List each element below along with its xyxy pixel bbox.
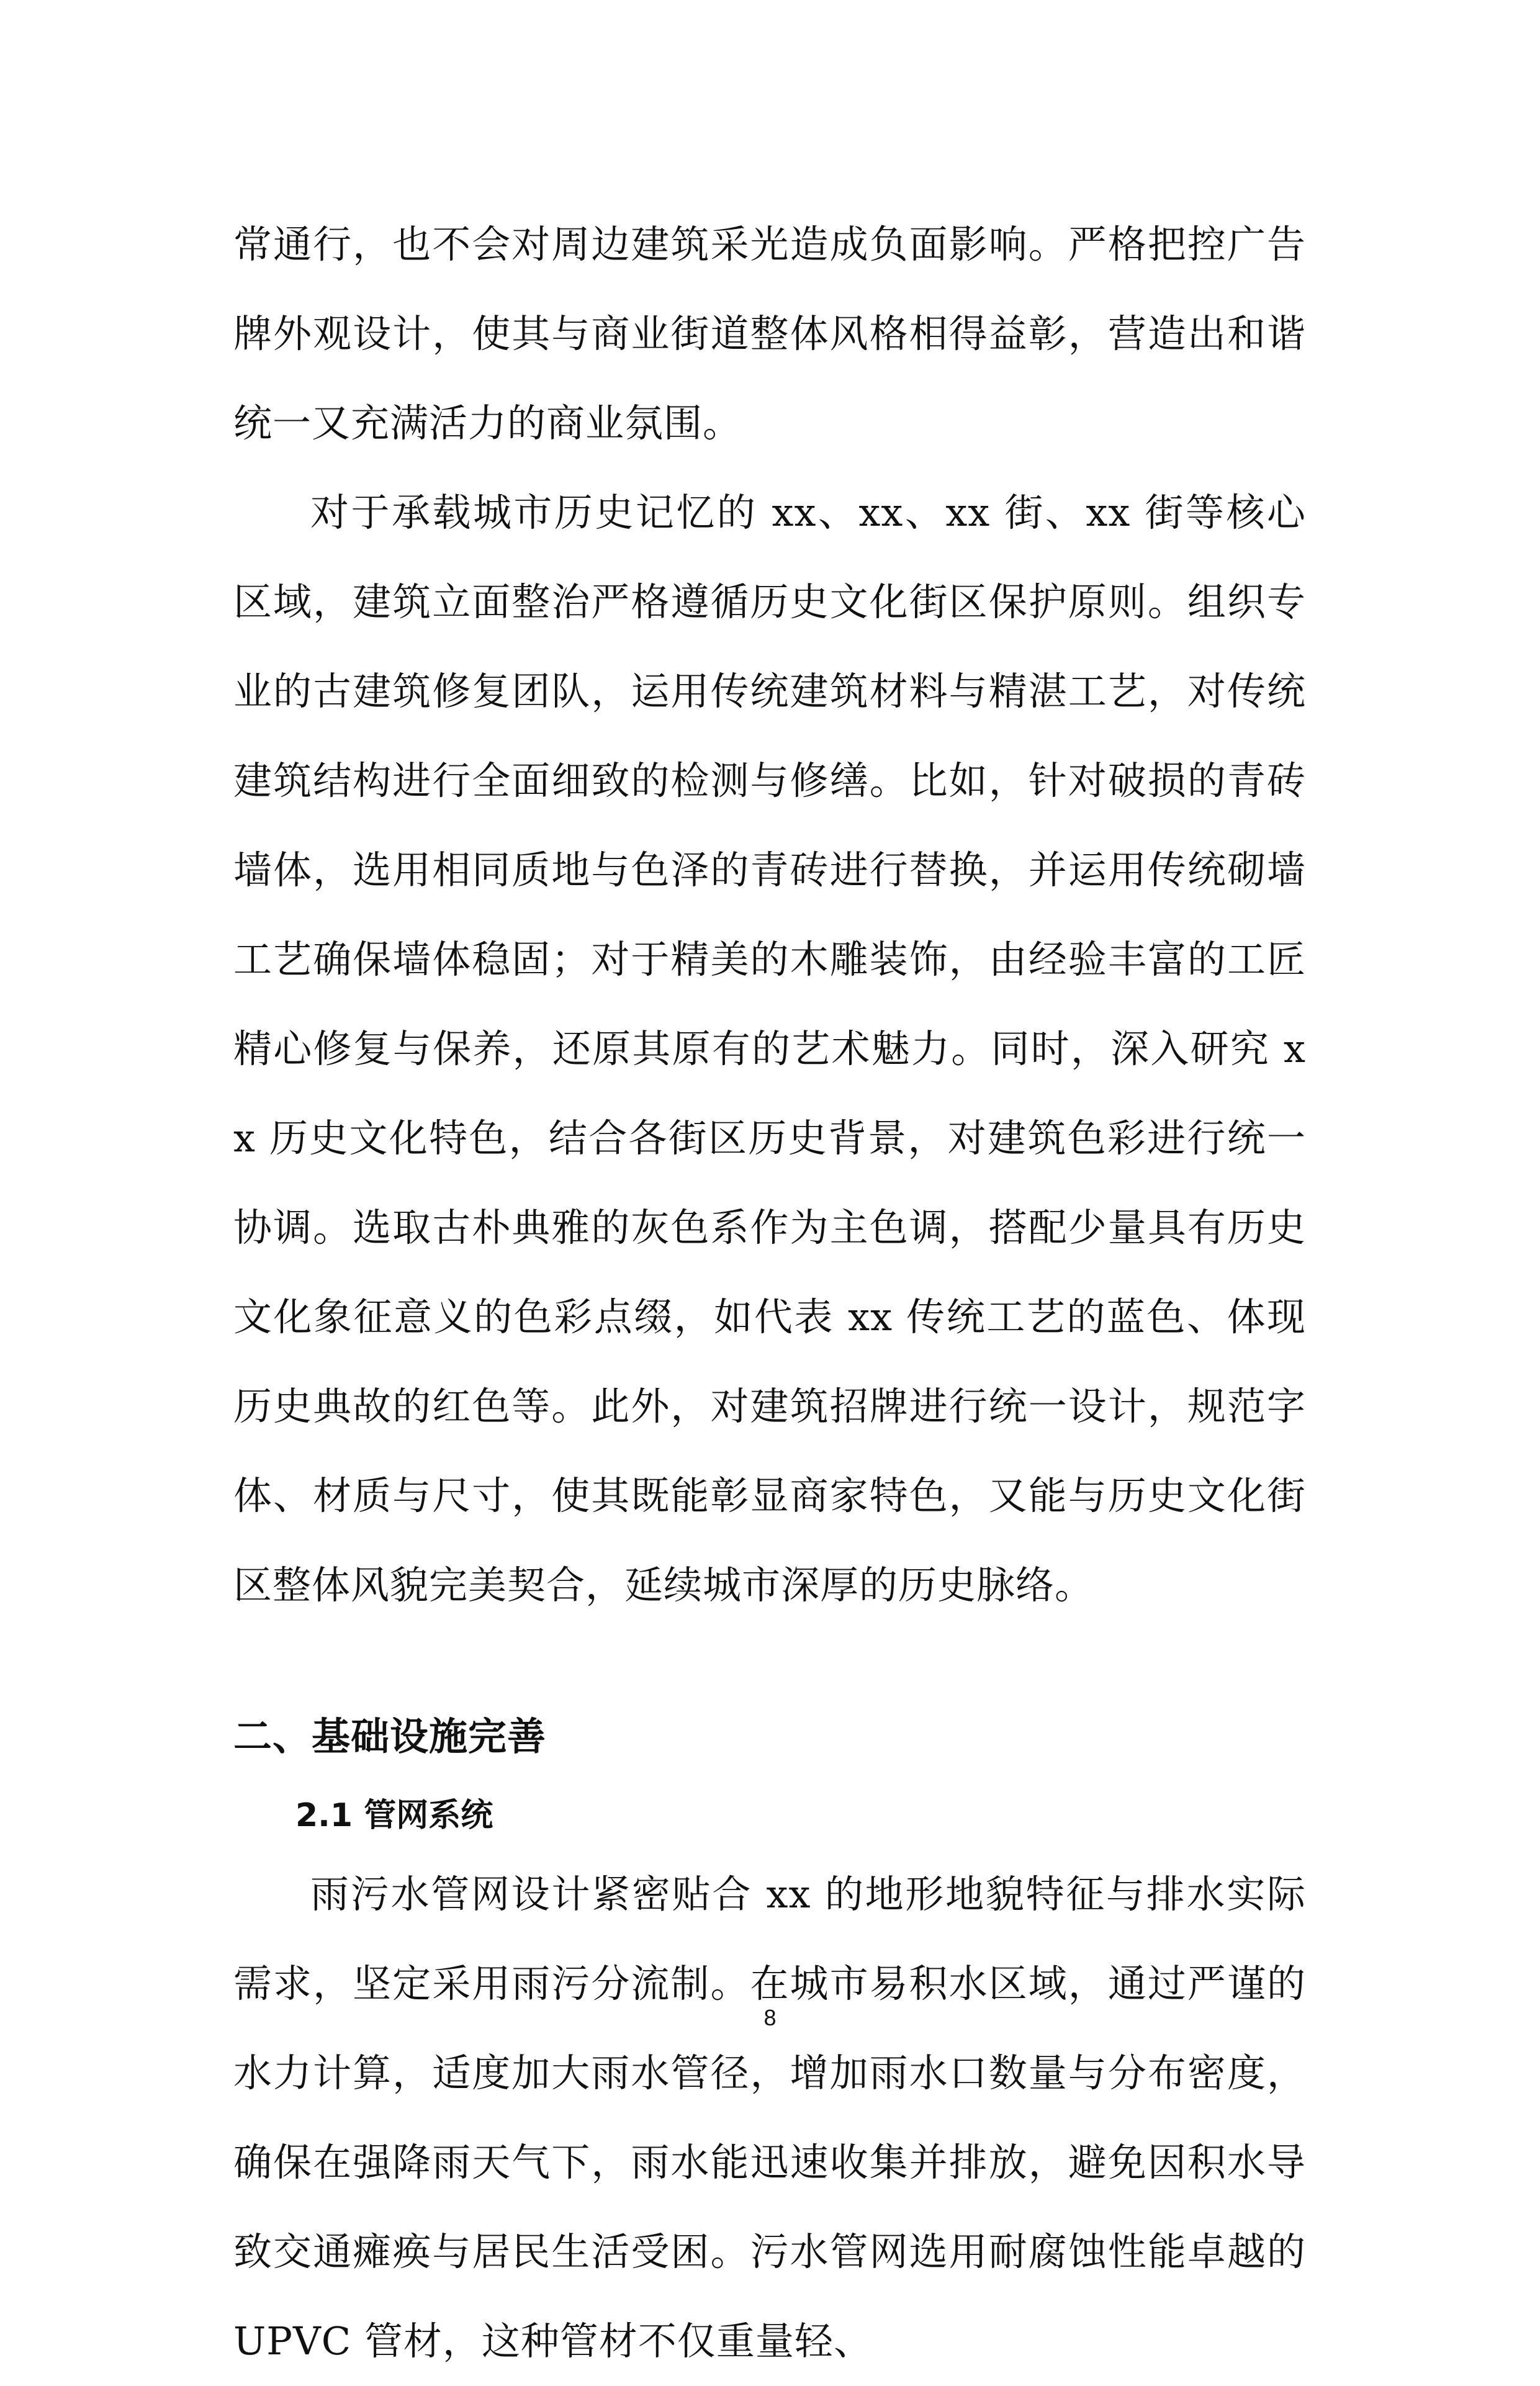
page-number: 8 bbox=[763, 2005, 777, 2030]
section-heading: 二、基础设施完善 bbox=[233, 1714, 547, 1759]
paragraph-pipe-network: 雨污水管网设计紧密贴合 xx 的地形地貌特征与排水实际需求，坚定采用雨污分流制。在城市易积水区域，通过严谨的水力计算，适度加大雨水管径，增加雨水口数量与分布密度，确保在强降雨天气下，雨水能迅速收集并排放，避免因积水导致交通瘫痪与居民生活受困。污水管网选用耐腐蚀性能卓越的 UPVC 管材，这种管材不仅重量轻、 bbox=[233, 1871, 1306, 2364]
page-content bbox=[233, 200, 1306, 2386]
paragraph-historic-district: 对于承载城市历史记忆的 xx、xx、xx 街、xx 街等核心区域，建筑立面整治严格遵循历史文化街区保护原则。组织专业的古建筑修复团队，运用传统建筑材料与精湛工艺，对传统建筑结构进行全面细致的检测与修缮。比如，针对破损的青砖墙体，选用相同质地与色泽的青砖进行替换，并运用传统砌墙工艺确保墙体稳固；对于精美的木雕装饰，由经验丰富的工匠精心修复与保养，还原其原有的艺术魅力。同时，深入研究 xx 历史文化特色，结合各街区历史背景，对建筑色彩进行统一协调。选取古朴典雅的灰色系作为主色调，搭配少量具有历史文化象征意义的色彩点缀，如代表 xx 传统工艺的蓝色、体现历史典故的红色等。此外，对建筑招牌进行统一设计，规范字体、材质与尺寸，使其既能彰显商家特色，又能与历史文化街区整体风貌完美契合，延续城市深厚的历史脉络。 bbox=[233, 490, 1306, 1608]
subsection-heading: 2.1 管网系统 bbox=[295, 1797, 493, 1834]
paragraph-continued: 常通行，也不会对周边建筑采光造成负面影响。严格把控广告牌外观设计，使其与商业街道整体风格相得益彰，营造出和谐统一又充满活力的商业氛围。 bbox=[233, 222, 1306, 446]
